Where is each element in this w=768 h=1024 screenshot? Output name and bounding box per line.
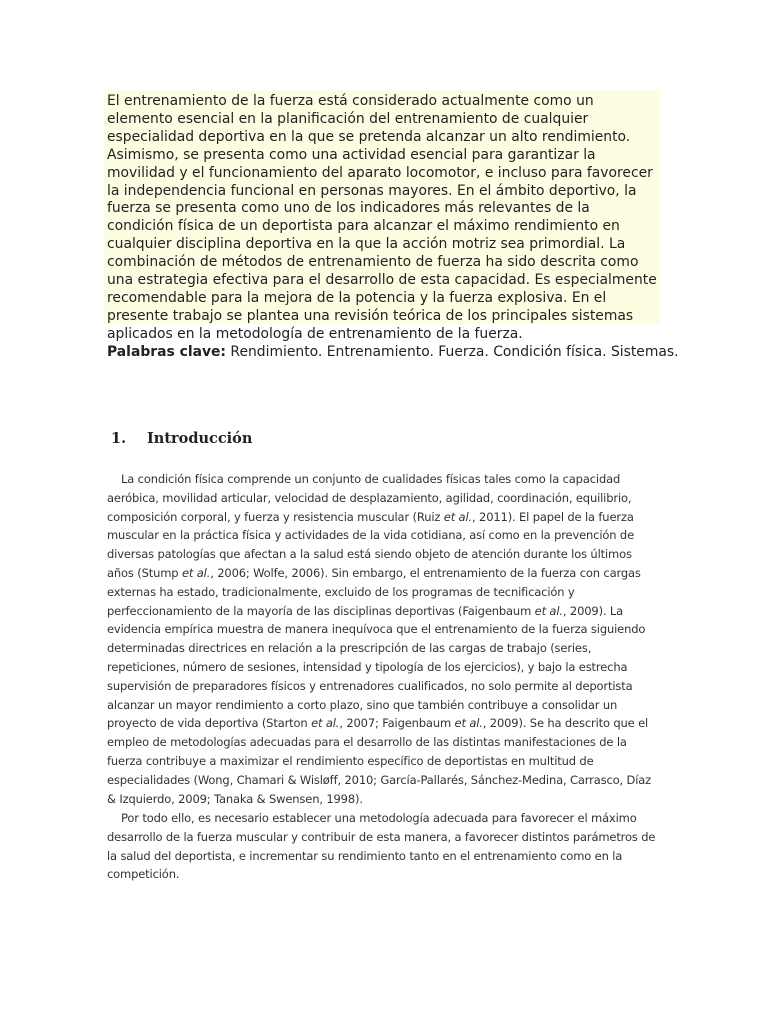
paragraph-text: , 2009). La evidencia empírica muestra de manera inequívoca que el entrenamiento de la fuerza siguiendo determinadas directrices en relación a la prescripción de las cargas de trabajo (series, repeticiones, número de sesiones, intensidad y tipología de los ejercicios), y bajo la estrecha supervisión de preparadores físicos y entrenadores cualificados, no solo permite al deportista alcanzar un mayor rendimiento a corto plazo, sino que también contribuye a consolidar un proyecto de vida deportiva (Starton bbox=[107, 603, 646, 731]
paragraph-text: , 2011). El papel de la fuerza muscular en la práctica física y actividades de la vida cotidiana, así como en la prevención de diversas patologías que afectan a la salud está siendo objeto de atención durante los últimos años (Stump bbox=[107, 509, 635, 580]
section-title: Introducción bbox=[147, 430, 253, 447]
keywords-line bbox=[107, 343, 707, 361]
citation-etal: et al. bbox=[181, 565, 211, 580]
citation-etal: et al. bbox=[311, 716, 340, 731]
intro-paragraph-2: Por todo ello, es necesario establecer una metodología adecuada para favorecer el máximo desarrollo de la fuerza muscular y contribuir de esta manera, a favorecer distintos parámetros de la salud del deportista, e incrementar su rendimiento tanto en el entrenamiento como en la competición. bbox=[107, 811, 656, 882]
citation-etal: et al. bbox=[454, 716, 483, 731]
citation-etal: et al. bbox=[534, 603, 563, 618]
abstract-text: El entrenamiento de la fuerza está considerado actualmente como un elemento esencial en la planificación del entrenamiento de cualquier especialidad deportiva en la que se pretenda alcanzar un alto rendimiento. Asimismo, se presenta como una actividad esencial para garantizar la movilidad y el funcionamiento del aparato locomotor, e incluso para favorecer la independencia funcional en personas mayores. En el ámbito deportivo, la fuerza se presenta como uno de los indicadores más relevantes de la condición física de un deportista para alcanzar el máximo rendimiento en cualquier disciplina deportiva en la que la acción motriz sea primordial. La combinación de métodos de entrenamiento de fuerza ha sido descrita como una estrategia efectiva para el desarrollo de esta capacidad. Es especialmente recomendable para la mejora de la potencia y la fuerza explosiva. En el presente trabajo se plantea una revisión teórica de los principales sistemas aplicados en la metodología de entrenamiento de la fuerza. bbox=[107, 93, 657, 342]
paragraph-text: La condición física comprende un conjunto de cualidades físicas tales como la capacidad aeróbica, movilidad articular, velocidad de desplazamiento, agilidad, coordinación, equilibrio, composición corporal, y fuerza y resistencia muscular (Ruiz bbox=[107, 472, 632, 524]
section-heading bbox=[111, 430, 252, 447]
intro-paragraph-1 bbox=[107, 470, 659, 808]
paragraph-text: , 2009). Se ha descrito que el empleo de metodologías adecuadas para el desarrollo de las distintas manifestaciones de la fuerza contribuye a maximizar el rendimiento específico de deportistas en multitud de especialidades (Wong, Chamari & Wisløff, 2010; García-Pallarés, Sánchez-Medina, Carrasco, Díaz & Izquierdo, 2009; Tanaka & Swensen, 1998). bbox=[107, 716, 652, 806]
keywords-label: Palabras clave: bbox=[107, 344, 226, 360]
section-number: 1. bbox=[111, 430, 127, 447]
keywords-text: Rendimiento. Entrenamiento. Fuerza. Condición física. Sistemas. bbox=[226, 344, 679, 360]
citation-etal: et al. bbox=[443, 509, 473, 524]
paragraph-text: , 2006; Wolfe, 2006). Sin embargo, el entrenamiento de la fuerza con cargas externas ha estado, tradicionalmente, excluido de los programas de tecnificación y perfeccionamiento de la mayoría de las disciplinas deportivas (Faigenbaum bbox=[107, 565, 641, 618]
paragraph-text: , 2007; Faigenbaum bbox=[339, 716, 455, 731]
